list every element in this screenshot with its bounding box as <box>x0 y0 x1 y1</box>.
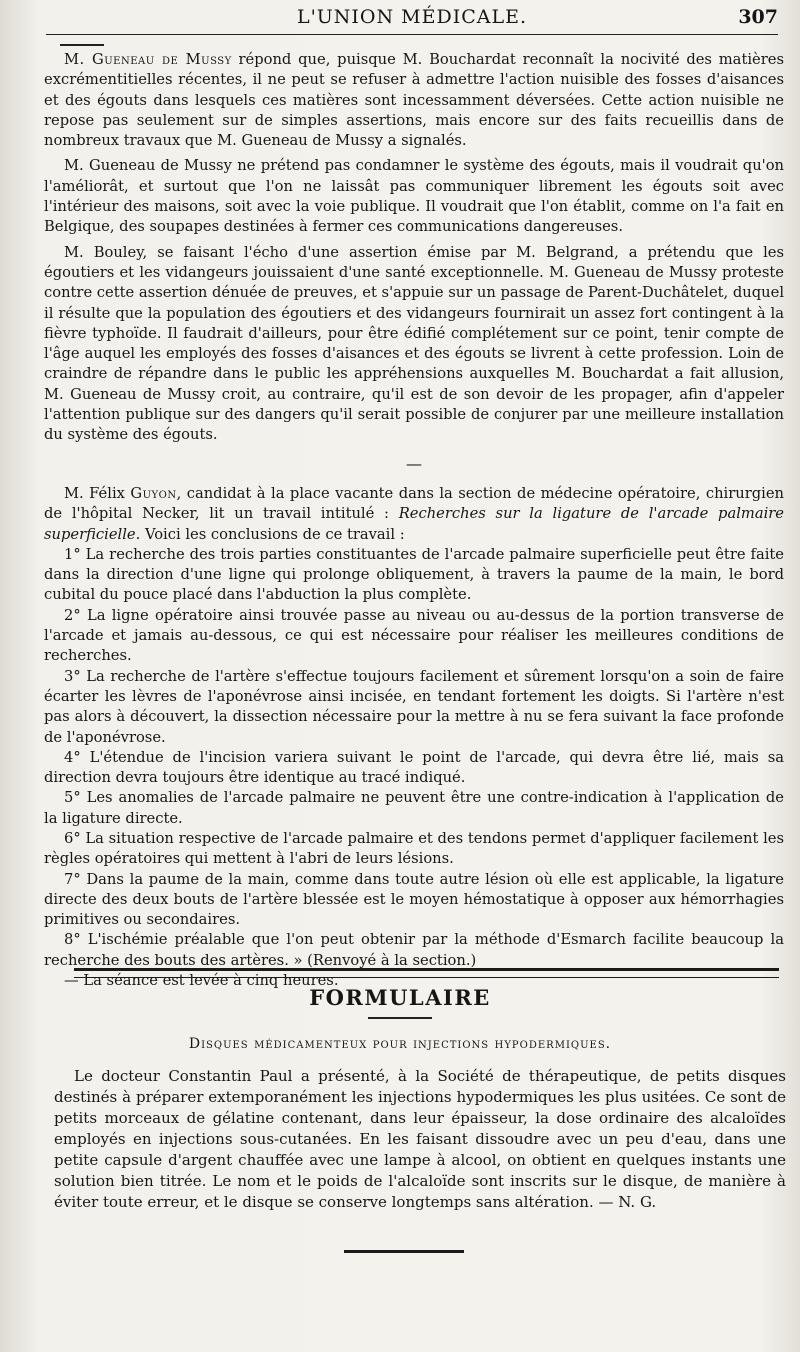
section-subtitle: Disques médicamenteux pour injections hypodermiques. <box>188 1036 612 1052</box>
short-rule <box>60 44 104 46</box>
end-rule <box>344 1250 464 1253</box>
journal-title: L'UNION MÉDICALE. <box>296 6 528 28</box>
guyon-intro: M. Félix Guyon, candidat à la place vacante dans la section de médecine opératoire, chirurgien de l'hôpital Necker, lit un travail intitulé : Recherches sur la ligature de l'arcade palmaire superficielle. Voici les conclusions de ce travail : <box>44 484 784 543</box>
conclusion-item: 3° La recherche de l'artère s'effectue toujours facilement et sûrement lorsqu'on a soin de faire écarter les lèvres de l'aponévrose ainsi incisée, en tendant fortement les doigts. Si l'artère n'est pas alors à découvert, la dissection nécessaire pour la mettre à nu se fera suivant la face profonde de l'aponévrose. <box>44 667 784 746</box>
conclusion-item: 5° Les anomalies de l'arcade palmaire ne peuvent être une contre-indication à l'application de la ligature directe. <box>44 789 784 827</box>
session-closing: — La séance est levée à cinq heures. <box>64 972 339 990</box>
speaker-name: M. Gueneau de Mussy <box>64 51 232 68</box>
page-header <box>46 4 778 35</box>
formulaire-body <box>54 1066 786 1213</box>
double-rule <box>74 968 779 978</box>
page-number: 307 <box>738 6 778 28</box>
paragraph-2: M. Gueneau de Mussy ne prétend pas condamner le système des égouts, mais il voudrait qu'on l'améliorât, et surtout que l'on ne laissât pas communiquer librement les égouts soit avec l'intérieur des maisons, soit avec la voie publique. Il voudrait que l'on établit, comme on l'a fait en Belgique, des soupapes destinées à fermer ces communications dangereuses. <box>44 157 784 236</box>
conclusion-item: 1° La recherche des trois parties constituantes de l'arcade palmaire superficielle peut être faite dans la direction d'une ligne qui prolonge obliquement, à travers la paume de la main, le bord cubital du pouce placé dans l'abduction la plus complète. <box>44 545 784 604</box>
author-name: Guyon <box>130 484 177 502</box>
work-title: Recherches sur la ligature de l'arcade palmaire superficielle. <box>44 505 784 543</box>
conclusion-item: 7° Dans la paume de la main, comme dans toute autre lésion où elle est applicable, la ligature directe des deux bouts de l'artère blessée est le moyen hémostatique à opposer aux hémorrhagies primitives ou secondaires. <box>44 870 784 929</box>
conclusion-item: 8° L'ischémie préalable que l'on peut obtenir par la méthode d'Esmarch facilite beaucoup la recherche des bouts des artères. » (Renvoyé à la section.) <box>44 931 784 969</box>
conclusion-item: 6° La situation respective de l'arcade palmaire et des tendons permet d'appliquer facilement les règles opératoires qui mettent à l'abri de leurs lésions. <box>44 829 784 868</box>
article-body <box>44 50 784 991</box>
title-underline <box>368 1017 432 1019</box>
formulaire-paragraph: Le docteur Constantin Paul a présenté, à la Société de thérapeutique, de petits disques destinés à préparer extemporanément les injections hypodermiques les plus usitées. Ce sont de petits morceaux de gélatine contenant, dans leur épaisseur, la dose ordinaire des alcaloïdes employés en injections sous-cutanées. En les faisant dissoudre avec un peu d'eau, dans une petite capsule d'argent chauffée avec une lampe à alcool, on obtient en quelques instants une solution bien titrée. Le nom et le poids de l'alcaloïde sont inscrits sur le disque, de manière à éviter toute erreur, et le disque se conserve longtemps sans altération. — N. G. <box>54 1067 786 1211</box>
conclusion-item: 4° L'étendue de l'incision variera suivant le point de l'arcade, qui devra être lié, mais sa direction devra toujours être identique au tracé indiqué. <box>44 748 784 787</box>
paragraph-1: M. Gueneau de Mussy répond que, puisque M. Bouchardat reconnaît la nocivité des matières excrémentitielles récentes, il ne peut se refuser à admettre l'action nuisible des fosses d'aisances et des égouts dans lesquels ces matières sont incessamment déversées. Cette action nuisible ne repose pas seulement sur de simples assertions, mais encore sur des faits recueillis dans de nombreux travaux que M. Gueneau de Mussy a signalés. <box>44 51 784 150</box>
conclusion-item: 2° La ligne opératoire ainsi trouvée passe au niveau ou au-dessus de la portion transverse de l'arcade et jamais au-dessous, ce qui est nécessaire pour réaliser les meilleures conditions de recherches. <box>44 606 784 665</box>
section-title: FORMULAIRE <box>309 985 491 1010</box>
paragraph-3: M. Bouley, se faisant l'écho d'une assertion émise par M. Belgrand, a prétendu que les égoutiers et les vidangeurs jouissaient d'une santé exceptionnelle. M. Gueneau de Mussy proteste contre cette assertion dénuée de preuves, et s'appuie sur un passage de Parent-Duchâtelet, duquel il résulte que la population des égoutiers et des vidangeurs fournirait un assez fort contingent à la fièvre typhoïde. Il faudrait d'ailleurs, pour être édifié complétement sur ce point, tenir compte de l'âge auquel les employés des fosses d'aisances et des égouts se livrent à cette profession. Loin de craindre de répandre dans le public les appréhensions auxquelles M. Bouchardat a fait allusion, M. Gueneau de Mussy croit, au contraire, qu'il est de son devoir de les propager, afin d'appeler l'attention publique sur des dangers qu'il serait possible de conjurer par une meilleure installation du système des égouts. <box>44 243 785 444</box>
signature: — N. G. <box>593 1193 657 1211</box>
section-separator: — <box>406 453 422 473</box>
